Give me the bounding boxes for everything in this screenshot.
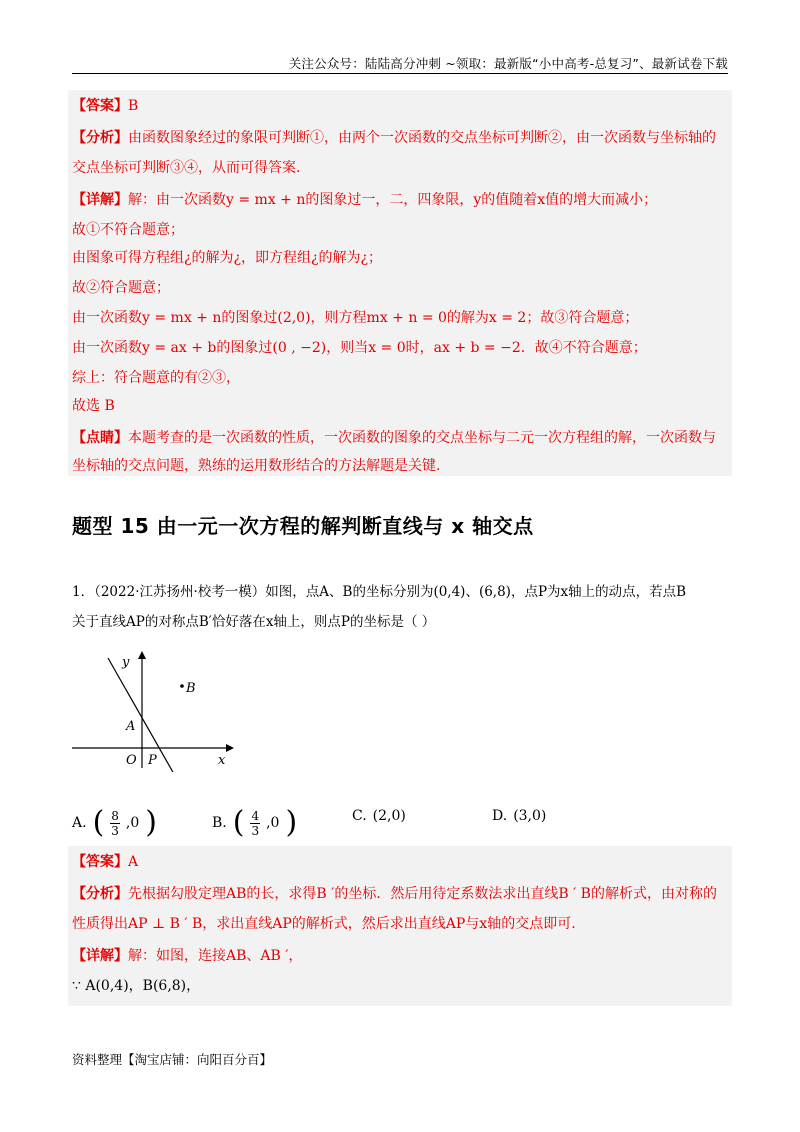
question-line-2: 关于直线AP的对称点B′恰好落在x轴上，则点P的坐标是（ ） bbox=[72, 614, 436, 630]
header-rule bbox=[72, 73, 728, 74]
analysis-text-1: 由函数图象经过的象限可判断①，由两个一次函数的交点坐标可判断②，由一次函数与坐标轴的 bbox=[128, 130, 716, 146]
point-b bbox=[180, 684, 184, 688]
fraction-a: $\frac{8}{3}$ bbox=[111, 808, 119, 838]
detail-line-7: 综上：符合题意的有②③， bbox=[72, 370, 240, 386]
answer-line-1 bbox=[72, 96, 732, 116]
detail-line-1 bbox=[72, 190, 732, 210]
x-axis-arrow bbox=[226, 744, 234, 752]
detail-line-6: 由一次函数y = ax + b的图象过(0 , −2)，则当x = 0时，ax + b = −2．故④不符合题意； bbox=[72, 340, 647, 356]
question-line-1: 1．（2022·江苏扬州·校考一模）如图，点A、B的坐标分别为(0,4)、(6,8)，点P为x轴上的动点，若点B bbox=[72, 584, 687, 600]
analysis-line-2: 交点坐标可判断③④，从而可得答案. bbox=[72, 160, 301, 176]
choice-b: B. ( $\frac{4}{3}$ ,0 ) bbox=[212, 805, 298, 840]
coordinate-figure bbox=[68, 648, 238, 772]
detail-line-5: 由一次函数y = mx + n的图象过(2,0)，则方程mx + n = 0的解为x = 2；故③符合题意； bbox=[72, 310, 639, 326]
choice-c: C. (2,0) bbox=[352, 808, 406, 824]
detail-line-8: 故选 B bbox=[72, 398, 115, 414]
comment-tag: 【点睛】 bbox=[72, 430, 128, 446]
label-a: A bbox=[126, 719, 136, 734]
y-axis-arrow bbox=[138, 651, 146, 659]
comment-text-1: 本题考查的是一次函数的性质，一次函数的图象的交点坐标与二元一次方程组的解，一次函数与 bbox=[128, 430, 716, 446]
detail2-line-1: 【详解】解：如图，连接AB、AB ′， bbox=[72, 948, 303, 964]
detail2-line-2: ∵ A(0,4)，B(6,8)， bbox=[72, 978, 201, 994]
choice-a: A. ( $\frac{8}{3}$ ,0 ) bbox=[72, 805, 157, 840]
analysis-line-1 bbox=[72, 128, 732, 148]
label-x: x bbox=[218, 753, 226, 768]
answer-value: B bbox=[128, 98, 139, 114]
page-footer: 资料整理【淘宝店铺：向阳百分百】 bbox=[72, 1052, 273, 1067]
comment-line-2: 坐标轴的交点问题，熟练的运用数形结合的方法解题是关键. bbox=[72, 458, 441, 474]
fraction-b: $\frac{4}{3}$ bbox=[251, 808, 260, 838]
analysis2-line-1: 【分析】先根据勾股定理AB的长，求得B ′的坐标．然后用待定系数法求出直线B ′ B的解析式，由对称的 bbox=[72, 886, 717, 902]
choice-d: D. (3,0) bbox=[492, 808, 547, 824]
detail-tag: 【详解】 bbox=[72, 192, 128, 208]
detail-text-1: 解：由一次函数y = mx + n的图象过一，二，四象限，y的值随着x值的增大而减小； bbox=[128, 192, 658, 208]
detail-line-4: 故②符合题意； bbox=[72, 280, 170, 296]
label-b: B bbox=[186, 681, 196, 696]
label-o: O bbox=[126, 753, 137, 768]
detail-line-3: 由图象可得方程组¿的解为¿，即方程组¿的解为¿； bbox=[72, 250, 383, 266]
label-y: y bbox=[122, 655, 130, 670]
line-ap bbox=[108, 658, 174, 772]
answer2-line-1: 【答案】A bbox=[72, 854, 139, 870]
analysis-tag: 【分析】 bbox=[72, 130, 128, 146]
comment-line-1 bbox=[72, 428, 732, 448]
analysis2-line-2: 性质得出AP ⊥ B ′ B，求出直线AP的解析式，然后求出直线AP与x轴的交点即可. bbox=[72, 916, 576, 932]
page-header: 关注公众号：陆陆高分冲刺 ~领取：最新版“小中高考-总复习”、最新试卷下载 bbox=[288, 56, 728, 71]
detail-line-2: 故①不符合题意； bbox=[72, 222, 184, 238]
label-p: P bbox=[148, 753, 157, 768]
answer-tag: 【答案】 bbox=[72, 98, 128, 114]
section-title: 题型 15 由一元一次方程的解判断直线与 x 轴交点 bbox=[72, 514, 534, 538]
